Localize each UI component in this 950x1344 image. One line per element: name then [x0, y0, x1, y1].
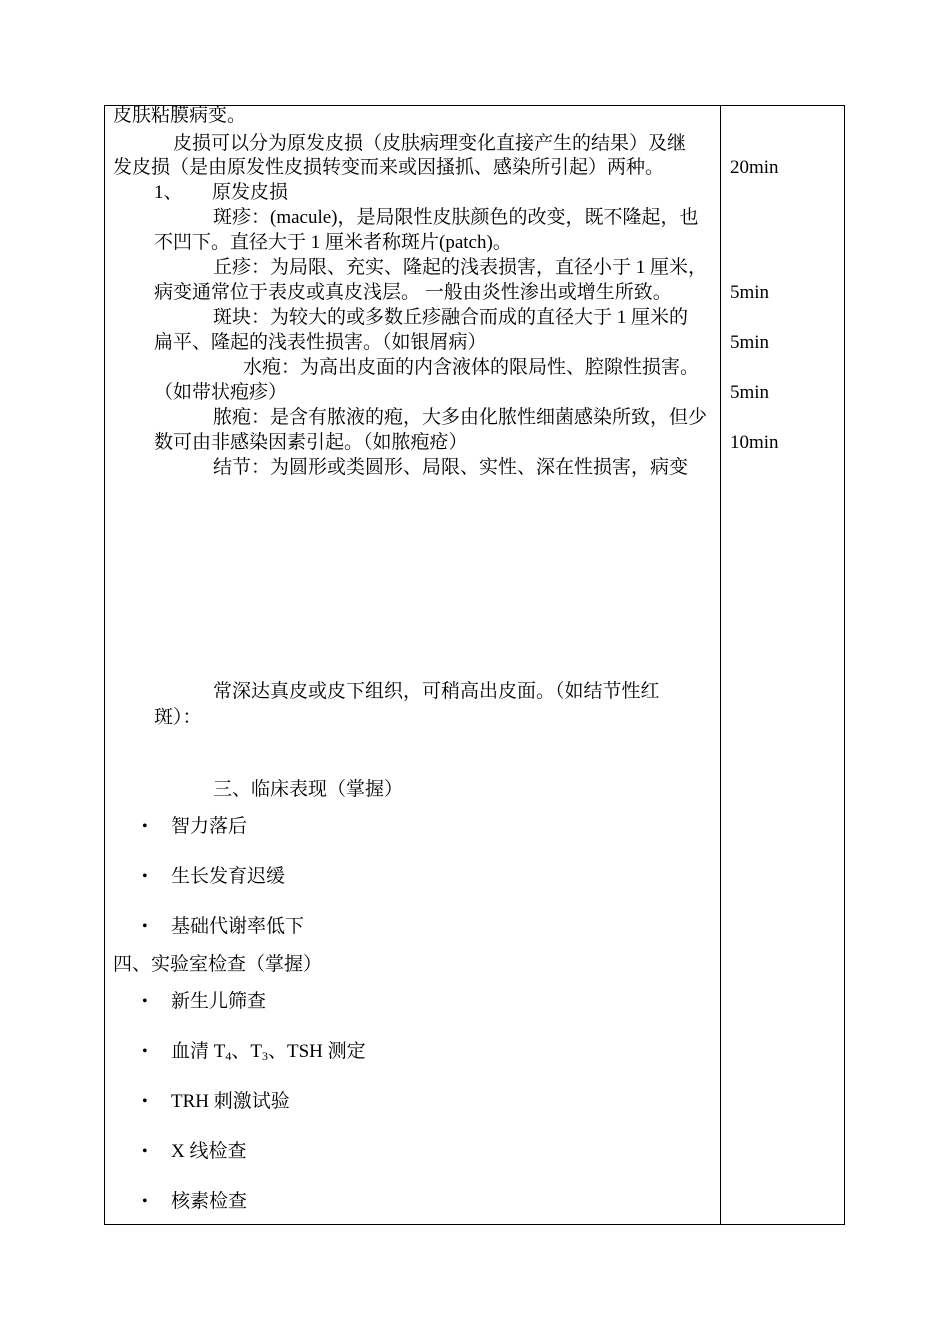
list-item: 基础代谢率低下 [171, 916, 305, 937]
time-cell: 5min [730, 332, 770, 353]
text-line: 结节：为圆形或类圆形、局限、实性、深在性损害，病变 [213, 457, 689, 478]
list-item-text: 、TSH 测定 [267, 1041, 366, 1062]
list-item: 新生儿筛查 [171, 991, 267, 1012]
list-item [171, 1040, 366, 1064]
bullet-icon: • [142, 868, 148, 885]
bullet-icon: • [142, 993, 148, 1010]
subscript: 3 [261, 1049, 268, 1063]
list-item: 智力落后 [171, 816, 248, 837]
bullet-icon: • [142, 1043, 148, 1060]
text-line: 数可由非感染因素引起。（如脓疱疮） [154, 432, 468, 453]
section-heading: 三、临床表现（掌握） [213, 779, 404, 800]
text-line: 丘疹：为局限、充实、隆起的浅表损害，直径小于 1 厘米， [213, 257, 708, 278]
bullet-icon: • [142, 918, 148, 935]
text-line: 斑）： [154, 707, 202, 728]
list-item-text: 、T [231, 1041, 262, 1062]
text-line: 病变通常位于表皮或真皮浅层。 一般由炎性渗出或增生所致。 [154, 282, 672, 303]
text-line: 斑疹：(macule)，是局限性皮肤颜色的改变，既不隆起，也 [213, 207, 699, 228]
time-cell: 5min [730, 282, 770, 303]
list-item: 核素检查 [171, 1191, 248, 1212]
bullet-icon: • [142, 1193, 148, 1210]
text-line: 扁平、隆起的浅表性损害。（如银屑病） [154, 332, 487, 353]
text-line: 发皮损（是由原发性皮损转变而来或因搔抓、感染所引起）两种。 [113, 157, 665, 178]
time-cell: 10min [730, 432, 779, 453]
subscript: 4 [225, 1049, 232, 1063]
list-item: TRH 刺激试验 [171, 1091, 290, 1112]
column-divider [720, 105, 721, 1225]
text-line: 皮肤粘膜病变。 [113, 105, 247, 126]
bullet-icon: • [142, 1143, 148, 1160]
text-line: （如带状疱疹） [154, 382, 288, 403]
list-item: 生长发育迟缓 [171, 866, 286, 887]
text-line: 脓疱：是含有脓液的疱，大多由化脓性细菌感染所致，但少 [213, 407, 708, 428]
bullet-icon: • [142, 1093, 148, 1110]
list-number: 1、 [154, 182, 183, 203]
bullet-icon: • [142, 818, 148, 835]
subheading: 原发皮损 [212, 182, 289, 203]
time-cell: 20min [730, 157, 779, 178]
time-cell: 5min [730, 382, 770, 403]
text-line: 斑块：为较大的或多数丘疹融合而成的直径大于 1 厘米的 [213, 307, 689, 328]
text-line: 不凹下。直径大于 1 厘米者称斑片(patch)。 [154, 232, 512, 253]
list-item: X 线检查 [171, 1141, 247, 1162]
text-line: 水疱：为高出皮面的内含液体的限局性、腔隙性损害。 [243, 357, 700, 378]
text-line: 常深达真皮或皮下组织，可稍高出皮面。（如结节性红 [213, 681, 660, 702]
text-line: 皮损可以分为原发皮损（皮肤病理变化直接产生的结果）及继 [173, 133, 687, 154]
list-item-text: 血清 T [171, 1041, 226, 1062]
section-heading: 四、实验室检查（掌握） [113, 954, 323, 975]
